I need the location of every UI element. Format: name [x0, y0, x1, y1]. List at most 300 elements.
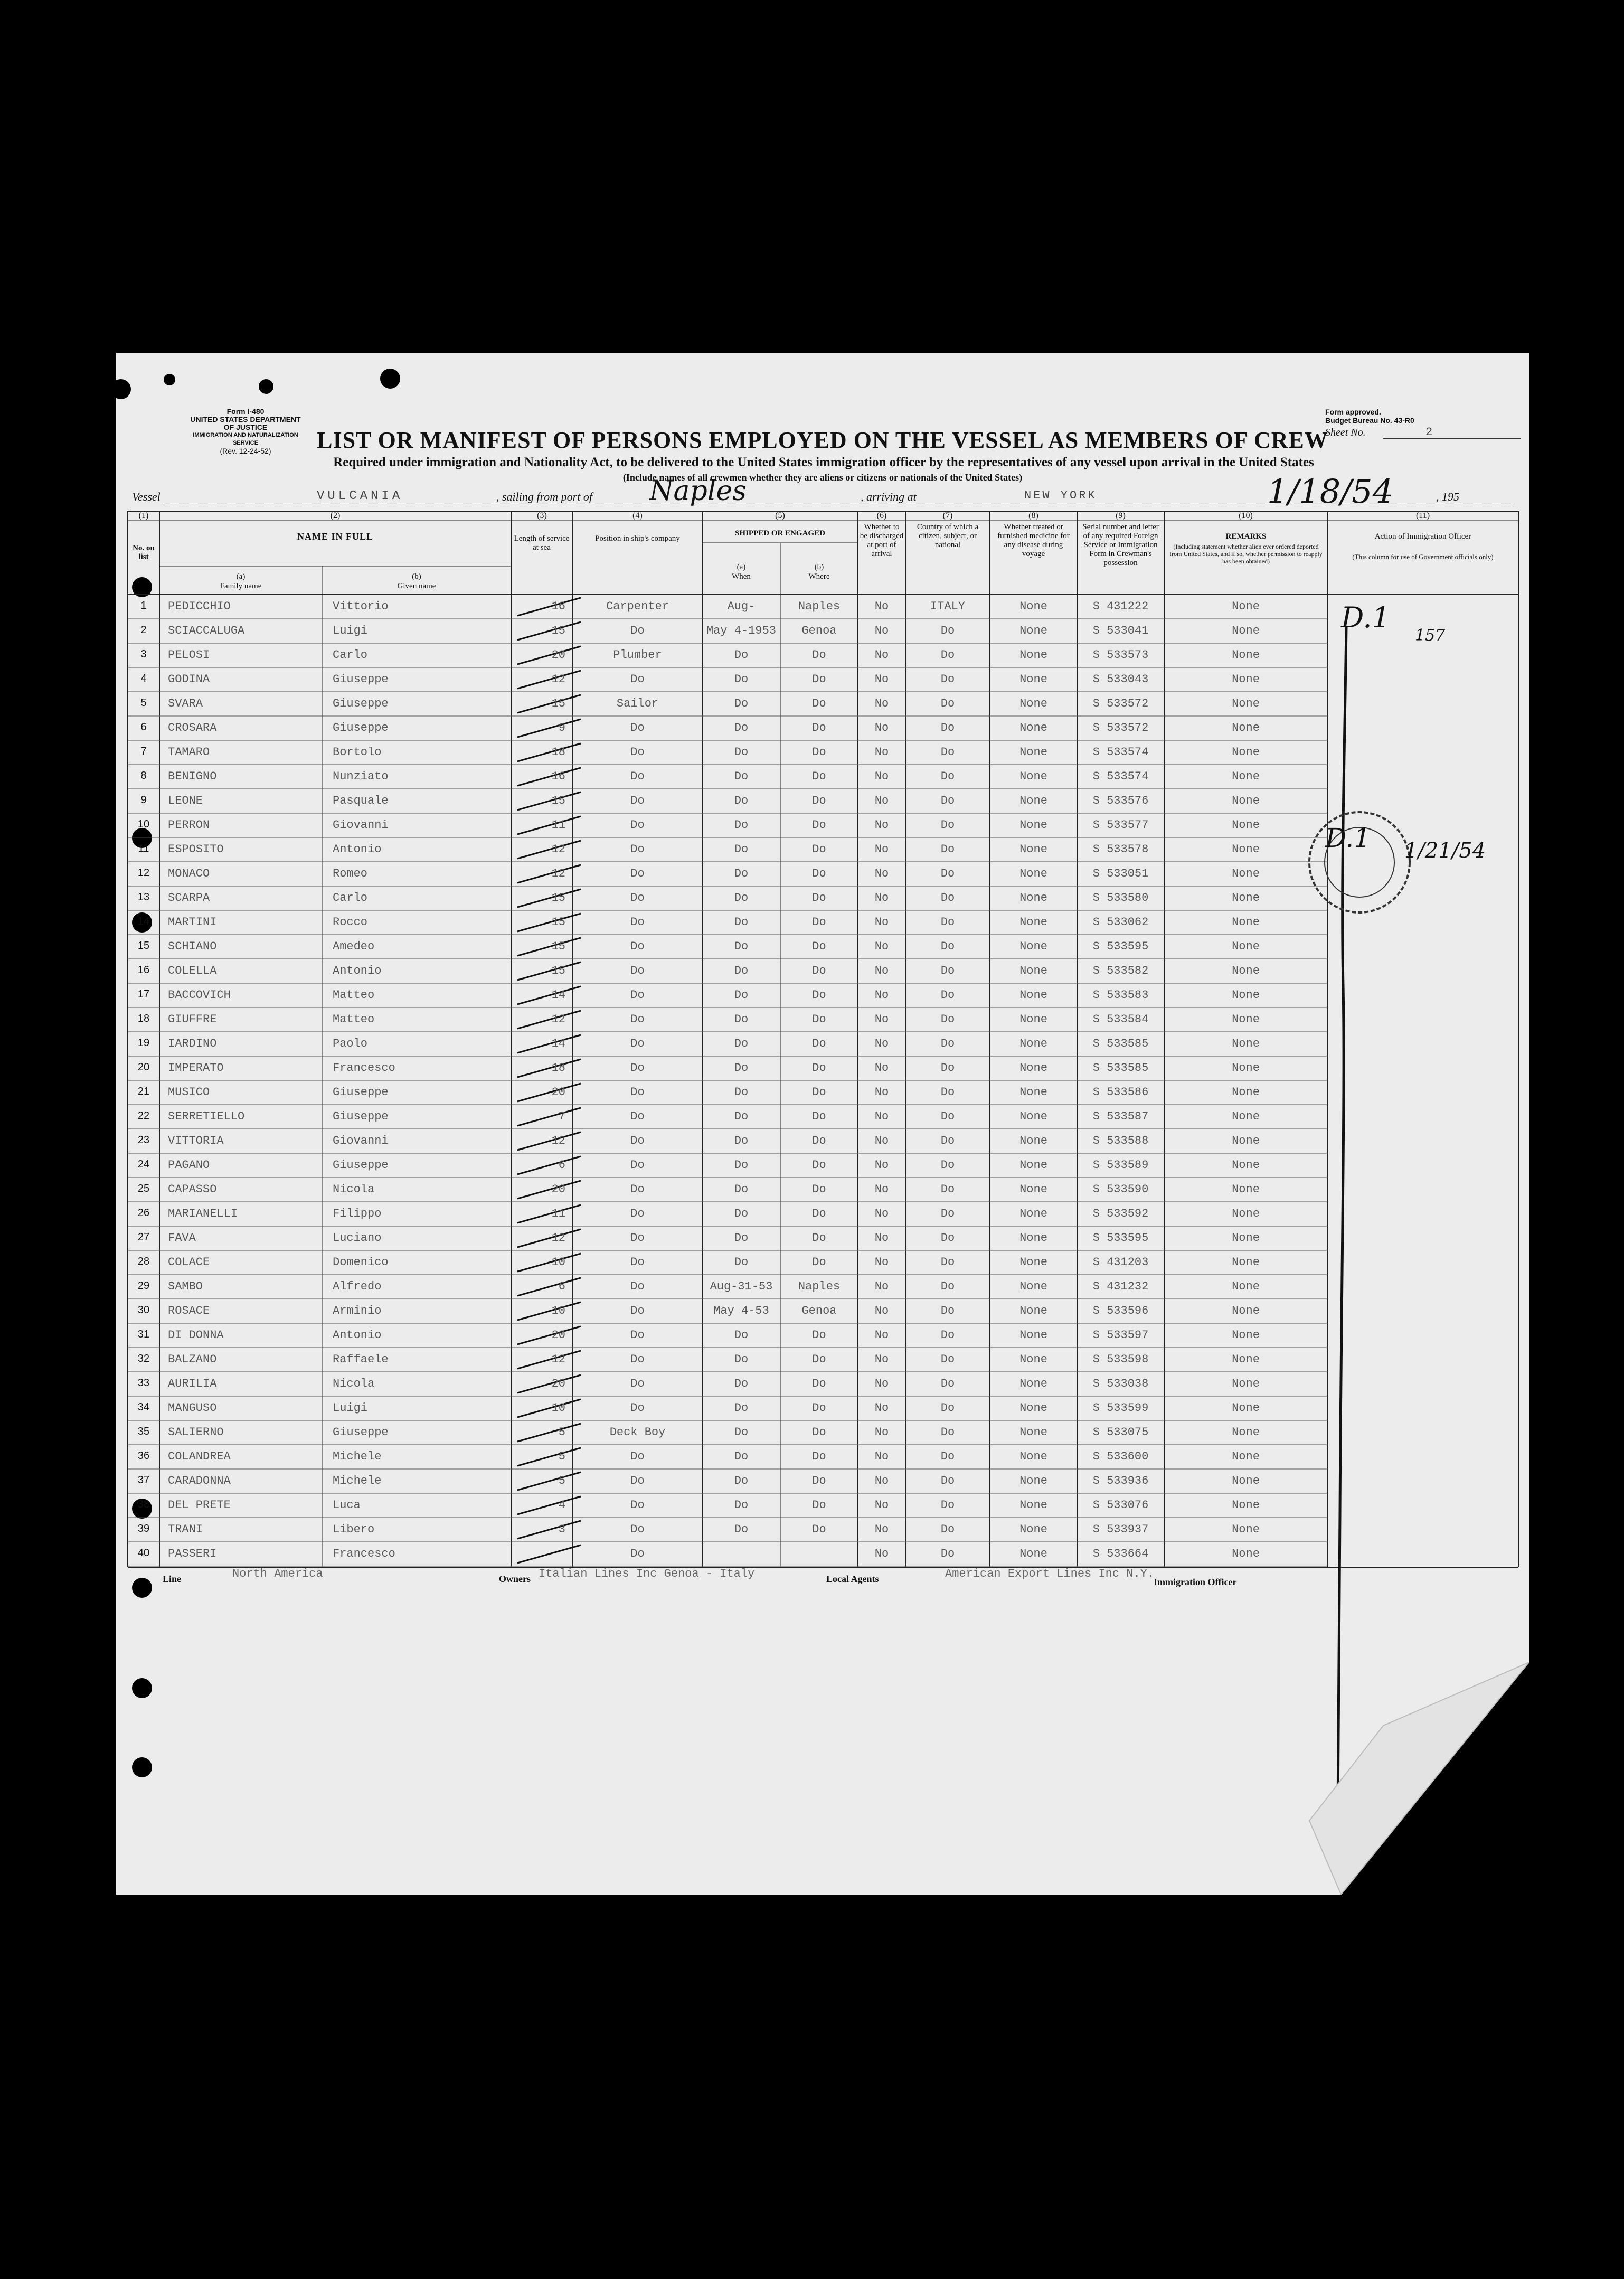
- table-row: [116, 1299, 1529, 1323]
- remarks: None: [1232, 1231, 1260, 1245]
- shipped-when: Do: [734, 770, 749, 783]
- country: Do: [940, 697, 955, 710]
- position: Do: [630, 1499, 645, 1512]
- service-length: 14: [551, 988, 565, 1002]
- serial-number: S 533574: [1092, 770, 1149, 783]
- country: Do: [940, 964, 955, 977]
- medicine: None: [1019, 1329, 1047, 1342]
- row-number: 24: [137, 1159, 150, 1170]
- col10-header: REMARKS: [1225, 532, 1267, 541]
- remarks: None: [1232, 1013, 1260, 1026]
- serial-number: S 533588: [1092, 1134, 1149, 1147]
- col2-num: (2): [330, 511, 341, 520]
- remarks: None: [1232, 1183, 1260, 1196]
- shipped-where: Do: [812, 721, 826, 734]
- country: Do: [940, 1256, 955, 1269]
- position: Do: [630, 1304, 645, 1317]
- form-rev: (Rev. 12-24-52): [220, 447, 271, 455]
- table-row: [116, 1007, 1529, 1032]
- family-name: SVARA: [168, 697, 203, 710]
- row-number: 38: [137, 1499, 150, 1510]
- row-number: 40: [137, 1547, 150, 1559]
- position: Do: [630, 1134, 645, 1147]
- form-budget: Budget Bureau No. 43-R0: [1325, 416, 1414, 425]
- shipped-where: Do: [812, 1159, 826, 1172]
- row-number: 29: [137, 1280, 150, 1292]
- country: Do: [940, 1450, 955, 1463]
- shipped-where: Naples: [798, 1280, 841, 1293]
- shipped-where: Do: [812, 1134, 826, 1147]
- family-name: MARIANELLI: [168, 1207, 238, 1220]
- serial-number: S 533599: [1092, 1401, 1149, 1415]
- service-length: 7: [558, 1110, 565, 1123]
- country: Do: [940, 1304, 955, 1317]
- row-number: 19: [137, 1037, 150, 1049]
- family-name: MONACO: [168, 867, 210, 880]
- shipped-when: Do: [734, 1353, 749, 1366]
- medicine: None: [1019, 673, 1047, 686]
- shipped-when: Do: [734, 1450, 749, 1463]
- shipped-where: Do: [812, 891, 826, 905]
- shipped-where: Do: [812, 988, 826, 1002]
- shipped-where: Do: [812, 964, 826, 977]
- position: Do: [630, 1256, 645, 1269]
- line-value: North America: [232, 1567, 323, 1580]
- serial-number: S 533062: [1092, 916, 1149, 929]
- position: Do: [630, 794, 645, 807]
- medicine: None: [1019, 648, 1047, 662]
- table-row: [116, 1178, 1529, 1202]
- family-name: AURILIA: [168, 1377, 217, 1390]
- position: Do: [630, 867, 645, 880]
- discharge: No: [874, 1329, 889, 1342]
- position: Do: [630, 843, 645, 856]
- serial-number: S 533584: [1092, 1013, 1149, 1026]
- discharge: No: [874, 964, 889, 977]
- remarks: None: [1232, 1304, 1260, 1317]
- shipped-when: Do: [734, 988, 749, 1002]
- serial-number: S 533592: [1092, 1207, 1149, 1220]
- row-number: 25: [137, 1183, 150, 1194]
- given-name: Arminio: [333, 1304, 382, 1317]
- table-row: [116, 1250, 1529, 1275]
- serial-number: S 533577: [1092, 818, 1149, 832]
- position: Do: [630, 1037, 645, 1050]
- remarks: None: [1232, 1547, 1260, 1560]
- medicine: None: [1019, 794, 1047, 807]
- shipped-where: Do: [812, 1523, 826, 1536]
- stamp-date-handwritten: 1/21/54: [1404, 839, 1486, 863]
- discharge: No: [874, 1401, 889, 1415]
- country: Do: [940, 916, 955, 929]
- serial-number: S 533585: [1092, 1061, 1149, 1075]
- shipped-when: Do: [734, 1013, 749, 1026]
- row-number: 8: [140, 770, 147, 781]
- family-name: MUSICO: [168, 1086, 210, 1099]
- remarks: None: [1232, 1401, 1260, 1415]
- remarks: None: [1232, 1353, 1260, 1366]
- country: Do: [940, 1159, 955, 1172]
- discharge: No: [874, 1547, 889, 1560]
- country: Do: [940, 940, 955, 953]
- medicine: None: [1019, 988, 1047, 1002]
- shipped-where: Do: [812, 1377, 826, 1390]
- col11-note: (This column for use of Government officials only): [1352, 553, 1494, 561]
- remarks: None: [1232, 1426, 1260, 1439]
- serial-number: S 533572: [1092, 697, 1149, 710]
- given-name: Michele: [333, 1474, 382, 1487]
- shipped-when: Do: [734, 721, 749, 734]
- medicine: None: [1019, 843, 1047, 856]
- medicine: None: [1019, 916, 1047, 929]
- family-name: CAPASSO: [168, 1183, 217, 1196]
- country: Do: [940, 1110, 955, 1123]
- remarks: None: [1232, 1256, 1260, 1269]
- shipped-where: Do: [812, 1499, 826, 1512]
- row-number: 23: [137, 1134, 150, 1146]
- country: Do: [940, 1329, 955, 1342]
- officer-vertical-stroke: [1325, 617, 1431, 1831]
- remarks: None: [1232, 624, 1260, 637]
- discharge: No: [874, 1523, 889, 1536]
- country: Do: [940, 1377, 955, 1390]
- serial-number: S 533586: [1092, 1086, 1149, 1099]
- shipped-when: May 4-1953: [706, 624, 777, 637]
- position: Do: [630, 1547, 645, 1560]
- table-row: [116, 1542, 1529, 1566]
- discharge: No: [874, 721, 889, 734]
- country: ITALY: [930, 600, 965, 613]
- row-number: 6: [140, 721, 147, 733]
- remarks: None: [1232, 1086, 1260, 1099]
- service-length: 5: [558, 1426, 565, 1439]
- country: Do: [940, 1231, 955, 1245]
- row-number: 21: [137, 1086, 150, 1097]
- owners-label: Owners: [499, 1574, 531, 1584]
- service-length: 16: [551, 600, 565, 613]
- col3-header: Length of service at sea: [514, 534, 570, 552]
- shipped-when: Do: [734, 648, 749, 662]
- service-length: 10: [551, 1256, 565, 1269]
- family-name: LEONE: [168, 794, 203, 807]
- table-row: [116, 1372, 1529, 1396]
- sailing-label: , sailing from port of: [496, 490, 592, 503]
- shipped-where: Do: [812, 1110, 826, 1123]
- family-name: COLELLA: [168, 964, 217, 977]
- country: Do: [940, 818, 955, 832]
- remarks: None: [1232, 746, 1260, 759]
- service-length: 15: [551, 891, 565, 905]
- family-name: MANGUSO: [168, 1401, 217, 1415]
- country: Do: [940, 1207, 955, 1220]
- medicine: None: [1019, 1353, 1047, 1366]
- remarks: None: [1232, 843, 1260, 856]
- shipped-when: Do: [734, 843, 749, 856]
- given-name: Matteo: [333, 1013, 375, 1026]
- row-number: 13: [137, 891, 150, 903]
- position: Do: [630, 1280, 645, 1293]
- country: Do: [940, 1523, 955, 1536]
- shipped-where: Do: [812, 1256, 826, 1269]
- serial-number: S 533590: [1092, 1183, 1149, 1196]
- shipped-when: Do: [734, 1499, 749, 1512]
- discharge: No: [874, 843, 889, 856]
- position: Do: [630, 1061, 645, 1075]
- shipped-when: Do: [734, 1401, 749, 1415]
- col9-num: (9): [1116, 511, 1126, 520]
- manifest-subnote: (Include names of all crewmen whether they are aliens or citizens or nationals of the United States): [622, 472, 1023, 483]
- row-number: 31: [137, 1329, 150, 1340]
- serial-number: S 533051: [1092, 867, 1149, 880]
- family-name: SCHIANO: [168, 940, 217, 953]
- position: Do: [630, 1183, 645, 1196]
- shipped-when: Do: [734, 940, 749, 953]
- shipped-where: Do: [812, 1231, 826, 1245]
- given-name: Domenico: [333, 1256, 389, 1269]
- shipped-when: Do: [734, 697, 749, 710]
- col6-header: Whether to be discharged at port of arrival: [860, 523, 904, 558]
- shipped-where: Do: [812, 940, 826, 953]
- row-number: 15: [137, 940, 150, 952]
- row-number: 9: [140, 794, 147, 806]
- position: Do: [630, 1110, 645, 1123]
- position: Do: [630, 1231, 645, 1245]
- row-number: 14: [137, 916, 150, 927]
- discharge: No: [874, 940, 889, 953]
- country: Do: [940, 843, 955, 856]
- col1-header: No. on list: [133, 544, 155, 561]
- shipped-when: Do: [734, 818, 749, 832]
- family-name: VITTORIA: [168, 1134, 224, 1147]
- medicine: None: [1019, 600, 1047, 613]
- shipped-where: Do: [812, 1061, 826, 1075]
- col2b-header: Given name: [397, 582, 436, 590]
- shipped-when: Do: [734, 1037, 749, 1050]
- table-row: [116, 1348, 1529, 1372]
- col5-num: (5): [775, 511, 785, 520]
- agents-value: American Export Lines Inc N.Y.: [945, 1567, 1155, 1580]
- family-name: IARDINO: [168, 1037, 217, 1050]
- remarks: None: [1232, 770, 1260, 783]
- col5a-header: When: [732, 572, 751, 581]
- service-length: 12: [551, 1353, 565, 1366]
- medicine: None: [1019, 1450, 1047, 1463]
- medicine: None: [1019, 1183, 1047, 1196]
- row-number: 2: [140, 624, 147, 636]
- given-name: Bortolo: [333, 746, 382, 759]
- discharge: No: [874, 1159, 889, 1172]
- shipped-where: Do: [812, 648, 826, 662]
- family-name: BACCOVICH: [168, 988, 231, 1002]
- arrival-date-handwritten: 1/18/54: [1267, 472, 1394, 511]
- country: Do: [940, 1547, 955, 1560]
- medicine: None: [1019, 1231, 1047, 1245]
- position: Deck Boy: [609, 1426, 666, 1439]
- country: Do: [940, 746, 955, 759]
- year-suffix: , 195: [1436, 490, 1459, 503]
- discharge: No: [874, 1013, 889, 1026]
- discharge: No: [874, 867, 889, 880]
- given-name: Nunziato: [333, 770, 389, 783]
- family-name: SERRETIELLO: [168, 1110, 245, 1123]
- serial-number: S 533075: [1092, 1426, 1149, 1439]
- position: Do: [630, 940, 645, 953]
- shipped-where: Do: [812, 818, 826, 832]
- country: Do: [940, 1499, 955, 1512]
- country: Do: [940, 1037, 955, 1050]
- discharge: No: [874, 600, 889, 613]
- remarks: None: [1232, 1329, 1260, 1342]
- given-name: Vittorio: [333, 600, 389, 613]
- family-name: FAVA: [168, 1231, 196, 1245]
- position: Do: [630, 1013, 645, 1026]
- discharge: No: [874, 818, 889, 832]
- discharge: No: [874, 1183, 889, 1196]
- given-name: Giuseppe: [333, 697, 389, 710]
- medicine: None: [1019, 1377, 1047, 1390]
- col9-header: Serial number and letter of any required Foreign Service or Immigration Form in Crewman's possession: [1082, 523, 1159, 567]
- position: Do: [630, 1353, 645, 1366]
- table-row: [116, 1469, 1529, 1493]
- country: Do: [940, 673, 955, 686]
- form-dept: UNITED STATES DEPARTMENT OF JUSTICE: [190, 415, 301, 431]
- table-row: [116, 1202, 1529, 1226]
- given-name: Giuseppe: [333, 1110, 389, 1123]
- row-number: 22: [137, 1110, 150, 1122]
- remarks: None: [1232, 940, 1260, 953]
- family-name: PEDICCHIO: [168, 600, 231, 613]
- medicine: None: [1019, 624, 1047, 637]
- table-row: [116, 716, 1529, 740]
- family-name: SALIERNO: [168, 1426, 224, 1439]
- sheet-label: Sheet No.: [1325, 427, 1366, 438]
- remarks: None: [1232, 673, 1260, 686]
- port-handwritten: Naples: [649, 475, 747, 507]
- shipped-when: Do: [734, 1231, 749, 1245]
- family-name: CROSARA: [168, 721, 217, 734]
- position: Do: [630, 818, 645, 832]
- country: Do: [940, 1061, 955, 1075]
- shipped-where: Naples: [798, 600, 841, 613]
- medicine: None: [1019, 867, 1047, 880]
- given-name: Francesco: [333, 1547, 395, 1560]
- country: Do: [940, 794, 955, 807]
- remarks: None: [1232, 1377, 1260, 1390]
- given-name: Filippo: [333, 1207, 382, 1220]
- position: Do: [630, 916, 645, 929]
- country: Do: [940, 1474, 955, 1487]
- medicine: None: [1019, 818, 1047, 832]
- country: Do: [940, 770, 955, 783]
- country: Do: [940, 988, 955, 1002]
- family-name: CARADONNA: [168, 1474, 231, 1487]
- remarks: None: [1232, 867, 1260, 880]
- serial-number: S 533038: [1092, 1377, 1149, 1390]
- medicine: None: [1019, 891, 1047, 905]
- table-row: [116, 740, 1529, 765]
- given-name: Giuseppe: [333, 1426, 389, 1439]
- line-label: Line: [163, 1574, 182, 1584]
- family-name: PASSERI: [168, 1547, 217, 1560]
- discharge: No: [874, 624, 889, 637]
- given-name: Antonio: [333, 964, 382, 977]
- medicine: None: [1019, 1280, 1047, 1293]
- service-length: 5: [558, 1450, 565, 1463]
- family-name: PAGANO: [168, 1159, 210, 1172]
- shipped-where: Do: [812, 1353, 826, 1366]
- serial-number: S 533936: [1092, 1474, 1149, 1487]
- family-name: GODINA: [168, 673, 210, 686]
- medicine: None: [1019, 1207, 1047, 1220]
- form-number: Form I-480: [226, 407, 265, 416]
- service-length: 20: [551, 648, 565, 662]
- discharge: No: [874, 1304, 889, 1317]
- table-row: [116, 1323, 1529, 1348]
- shipped-where: Do: [812, 794, 826, 807]
- table-row: [116, 983, 1529, 1007]
- position: Do: [630, 1401, 645, 1415]
- serial-number: S 533041: [1092, 624, 1149, 637]
- given-name: Pasquale: [333, 794, 389, 807]
- discharge: No: [874, 1134, 889, 1147]
- col7-num: (7): [942, 511, 953, 520]
- shipped-where: Do: [812, 770, 826, 783]
- table-row: [116, 1275, 1529, 1299]
- given-name: Francesco: [333, 1061, 395, 1075]
- shipped-when: Do: [734, 794, 749, 807]
- remarks: None: [1232, 1061, 1260, 1075]
- discharge: No: [874, 1353, 889, 1366]
- serial-number: S 533589: [1092, 1159, 1149, 1172]
- given-name: Luigi: [333, 1401, 368, 1415]
- manifest-subtitle: Required under immigration and Nationality Act, to be delivered to the United States immigration officer by the representatives of any vessel upon arrival in the United States: [333, 455, 1314, 469]
- discharge: No: [874, 891, 889, 905]
- owners-value: Italian Lines Inc Genoa - Italy: [539, 1567, 755, 1580]
- shipped-when: Do: [734, 1256, 749, 1269]
- given-name: Paolo: [333, 1037, 368, 1050]
- shipped-when: Do: [734, 1377, 749, 1390]
- discharge: No: [874, 1426, 889, 1439]
- remarks: None: [1232, 1280, 1260, 1293]
- row-number: 30: [137, 1304, 150, 1316]
- given-name: Antonio: [333, 843, 382, 856]
- table-row: [116, 1518, 1529, 1542]
- service-length: 15: [551, 697, 565, 710]
- row-number: 37: [137, 1474, 150, 1486]
- serial-number: S 533596: [1092, 1304, 1149, 1317]
- shipped-when: Do: [734, 1159, 749, 1172]
- serial-number: S 533578: [1092, 843, 1149, 856]
- family-name: TRANI: [168, 1523, 203, 1536]
- position: Do: [630, 964, 645, 977]
- discharge: No: [874, 1377, 889, 1390]
- remarks: None: [1232, 1499, 1260, 1512]
- row-number: 3: [140, 648, 147, 660]
- country: Do: [940, 1401, 955, 1415]
- col10-note: (Including statement whether alien ever ordered deported from United States, and if so, whether permission to reapply has been obtained): [1169, 543, 1323, 565]
- shipped-when: May 4-53: [713, 1304, 769, 1317]
- medicine: None: [1019, 770, 1047, 783]
- serial-number: S 533585: [1092, 1037, 1149, 1050]
- row-number: 10: [137, 818, 150, 830]
- table-row: [116, 667, 1529, 692]
- vessel-label: Vessel: [132, 490, 160, 503]
- shipped-where: Do: [812, 916, 826, 929]
- col6-num: (6): [876, 511, 887, 520]
- table-row: [116, 1080, 1529, 1105]
- discharge: No: [874, 770, 889, 783]
- position: Do: [630, 1159, 645, 1172]
